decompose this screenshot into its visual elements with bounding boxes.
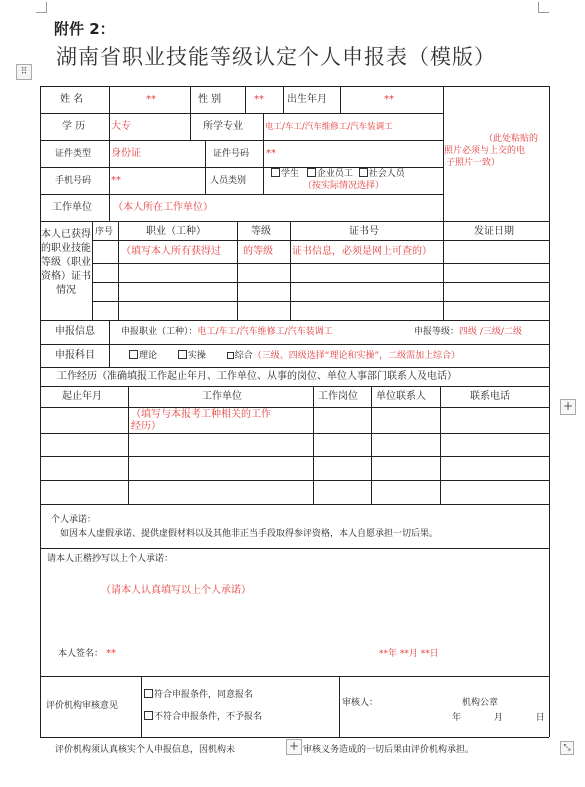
- signature-value[interactable]: **: [106, 648, 116, 659]
- workplace-label: 工作单位: [52, 202, 92, 213]
- application-occupation-line: [121, 326, 333, 338]
- application-level-label: 申报等级：: [414, 327, 460, 337]
- add-row-button[interactable]: +: [286, 739, 302, 755]
- id-number-value[interactable]: **: [266, 148, 276, 159]
- subject-combined-checkbox[interactable]: [227, 352, 234, 359]
- cert-note-level: 的等级: [243, 246, 273, 257]
- cert-col-date: 发证日期: [474, 226, 514, 237]
- review-reject-checkbox[interactable]: [144, 711, 153, 720]
- review-option-approve: [144, 689, 253, 701]
- commitment-date[interactable]: [379, 648, 439, 660]
- commitment-date-month: **月: [399, 649, 418, 659]
- review-date-year: 年: [452, 713, 462, 723]
- review-date-day: 日: [535, 713, 545, 723]
- gender-label: 性 别: [198, 94, 222, 105]
- category-student-label: 学生: [281, 169, 300, 179]
- cert-col-level: 等级: [251, 226, 271, 237]
- category-student-checkbox[interactable]: [271, 168, 280, 177]
- page-title: 湖南省职业技能等级认定个人申报表（模版）: [56, 45, 496, 69]
- work-col-post: 工作岗位: [318, 391, 358, 402]
- gender-value[interactable]: **: [254, 94, 264, 105]
- category-employee-checkbox[interactable]: [307, 168, 316, 177]
- education-label: 学 历: [62, 121, 86, 132]
- review-date[interactable]: [452, 712, 545, 724]
- category-note: （按实际情况选择）: [303, 181, 385, 191]
- footer-note-right: 审核义务造成的一切后果由评价机构承担。: [303, 745, 475, 755]
- workplace-value[interactable]: （本人所在工作单位）: [113, 202, 213, 213]
- id-number-label: 证件号码: [213, 149, 250, 159]
- subject-note: （三级、四级选择“理论和实操”，二级需加上综合）: [252, 351, 461, 361]
- cert-col-occupation: 职业（工种）: [146, 226, 206, 237]
- application-subject-label: 申报科目: [55, 350, 95, 361]
- category-social-label: 社会人员: [368, 169, 405, 179]
- cert-col-number-cert: 证书号: [349, 226, 379, 237]
- cert-note-certno: 证书信息，必须是网上可查的）: [292, 246, 432, 257]
- table-resize-handle[interactable]: ⤡: [560, 741, 574, 755]
- review-label: 评价机构审核意见: [46, 701, 119, 711]
- birth-value[interactable]: **: [384, 94, 394, 105]
- work-col-contact: 单位联系人: [376, 391, 426, 402]
- review-approve-checkbox[interactable]: [144, 689, 153, 698]
- application-occupation-label: 申报职业（工种）：: [121, 327, 198, 337]
- birth-label: 出生年月: [287, 94, 327, 105]
- work-section-title: 工作经历（准确填报工作起止年月、工作单位、从事的岗位、单位人事部门联系人及电话）: [57, 371, 457, 382]
- certificates-section-label: 本人已获得的职业技能等级（职业资格）证书情况: [41, 229, 91, 296]
- commitment-copy-label: 请本人正楷抄写以上个人承诺：: [47, 554, 174, 564]
- major-value[interactable]: 电工/车工/汽车维修工/汽车装调工: [265, 122, 393, 132]
- reviewer-label: 审核人：: [342, 698, 379, 708]
- subject-theory-checkbox[interactable]: [129, 350, 138, 359]
- commitment-date-day: **日: [420, 649, 439, 659]
- subject-combined-label: 综合: [234, 351, 253, 361]
- cert-note-occupation: （填写本人所有获得过: [121, 246, 221, 257]
- work-note-line-2: 经历）: [131, 421, 161, 432]
- application-info-label: 申报信息: [55, 326, 95, 337]
- education-value[interactable]: 大专: [111, 121, 131, 132]
- footer-note-left: 评价机构须认真核实个人申报信息，因机构未: [55, 745, 236, 755]
- review-date-month: 月: [493, 713, 503, 723]
- phone-value[interactable]: **: [111, 175, 121, 186]
- review-approve-label: 符合申报条件，同意报名: [154, 690, 254, 700]
- subject-theory-label: 理论: [139, 351, 158, 361]
- commitment-copy-note[interactable]: （请本人认真填写以上个人承诺）: [101, 585, 251, 596]
- commitment-text: 如因本人虚假承诺、提供虚假材料以及其他非正当手段取得参评资格，本人自愿承担一切后果。: [60, 529, 439, 539]
- photo-note-line-2: 照片必须与上交的电: [444, 146, 526, 156]
- page-corner-mark-top-right: [538, 2, 549, 13]
- application-occupation-value[interactable]: 电工/车工/汽车维修工/汽车装调工: [197, 327, 333, 337]
- photo-note-line-1: （此处粘贴的: [484, 134, 539, 144]
- id-type-value[interactable]: 身份证: [111, 148, 141, 159]
- category-label: 人员类别: [210, 176, 247, 186]
- application-subject-options: [129, 350, 460, 362]
- review-option-reject: [144, 711, 262, 723]
- category-employee-label: 企业员工: [316, 169, 353, 179]
- table-move-handle[interactable]: ⠿: [16, 64, 32, 80]
- photo-note-line-3: 子照片一致）: [446, 158, 501, 168]
- application-level-value[interactable]: 四级 /三级/二级: [459, 327, 522, 337]
- commitment-date-year: **年: [379, 649, 398, 659]
- work-col-period: 起止年月: [62, 391, 102, 402]
- work-col-phone: 联系电话: [470, 391, 510, 402]
- signature-label: 本人签名：: [58, 649, 104, 659]
- id-type-label: 证件类型: [55, 149, 92, 159]
- photo-area[interactable]: [444, 133, 548, 169]
- review-reject-label: 不符合申报条件，不予报名: [154, 712, 263, 722]
- cert-col-number: 序号: [95, 227, 114, 237]
- name-value[interactable]: **: [146, 94, 156, 105]
- seal-label: 机构公章: [462, 698, 499, 708]
- name-label: 姓 名: [60, 94, 84, 105]
- work-note-line-1: （填写与本报考工种相关的工作: [131, 409, 271, 420]
- subject-practice-label: 实操: [187, 351, 206, 361]
- category-social-checkbox[interactable]: [359, 168, 368, 177]
- add-column-button[interactable]: +: [560, 399, 576, 415]
- major-label: 所学专业: [203, 121, 243, 132]
- attachment-label: 附件 2：: [54, 20, 115, 38]
- commitment-title: 个人承诺：: [51, 515, 97, 525]
- phone-label: 手机号码: [55, 176, 92, 186]
- page-corner-mark-top-left: [36, 2, 47, 13]
- category-options: [271, 168, 405, 180]
- application-level-line: [414, 326, 522, 338]
- subject-practice-checkbox[interactable]: [178, 350, 187, 359]
- work-col-unit: 工作单位: [202, 391, 242, 402]
